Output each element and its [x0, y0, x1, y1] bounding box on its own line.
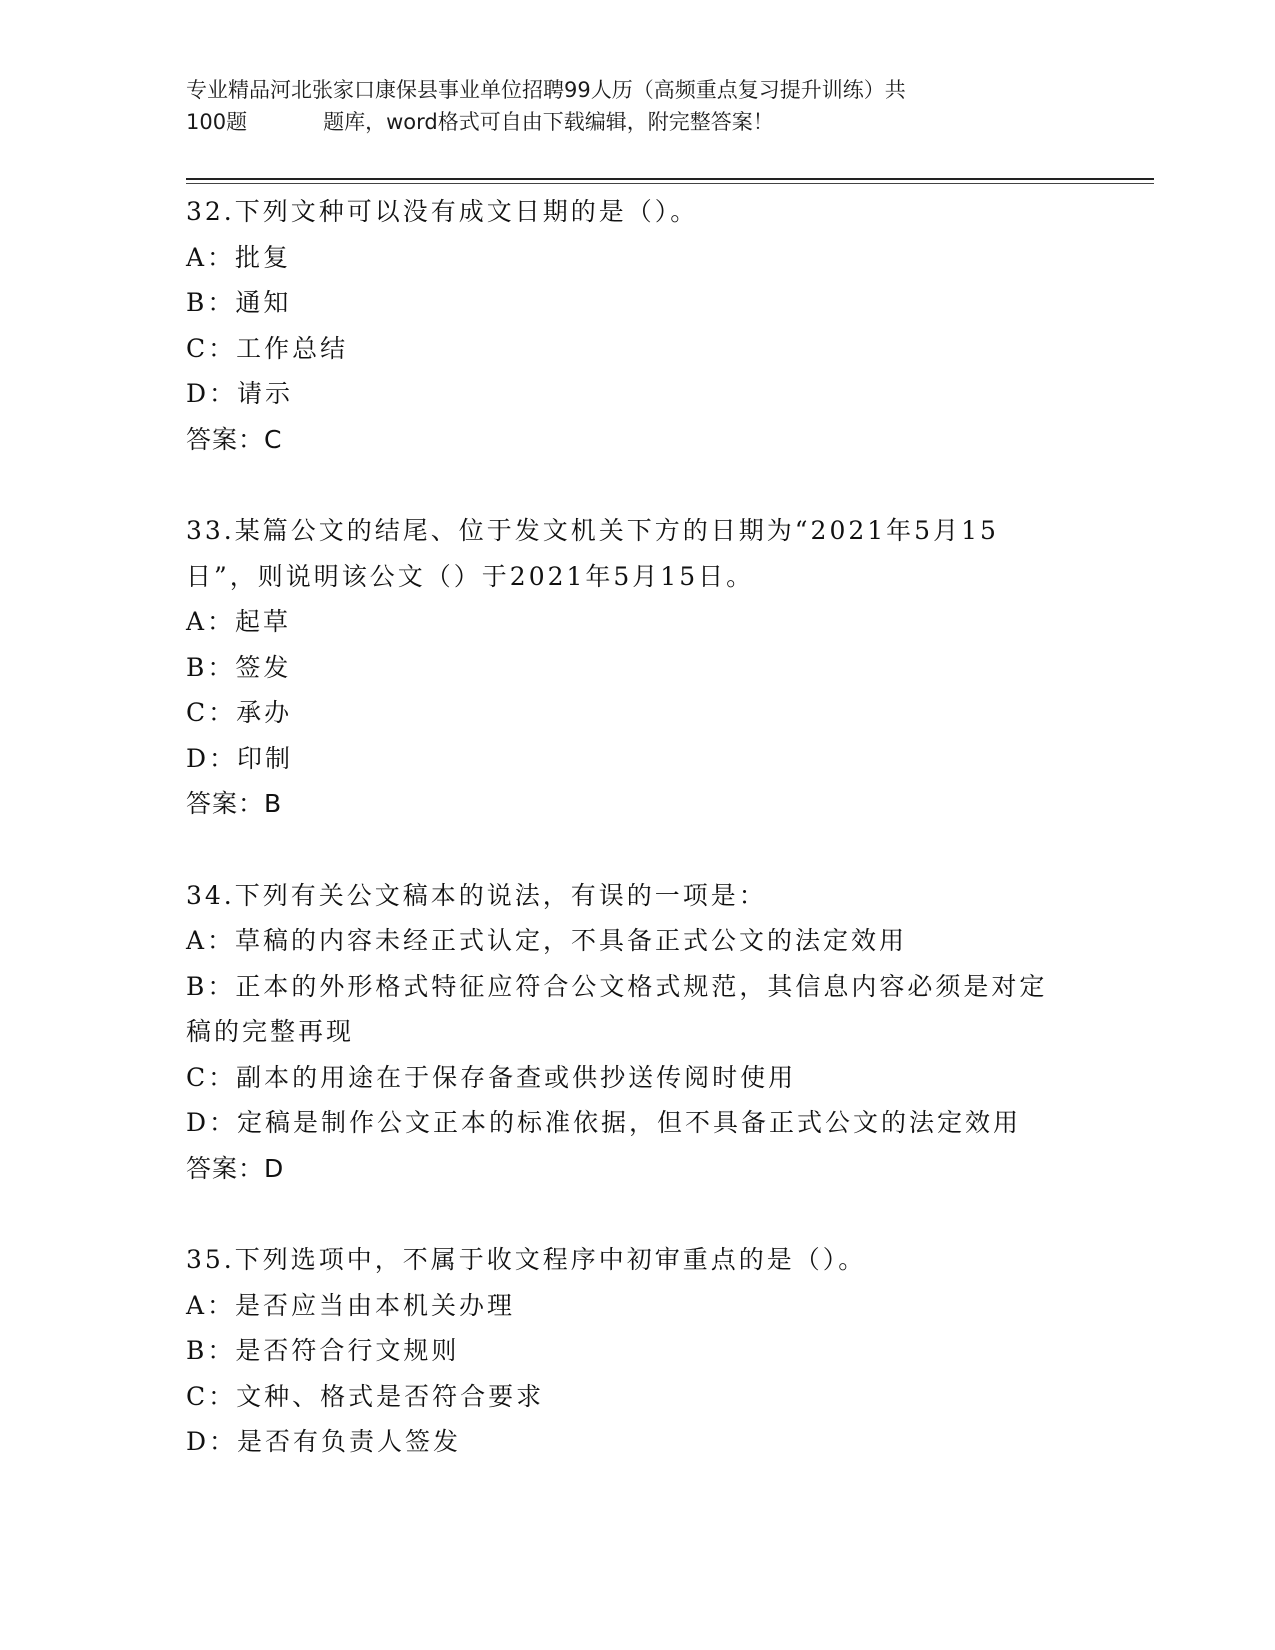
- option-b: B：签发: [186, 652, 292, 682]
- question-stem: 33.某篇公文的结尾、位于发文机关下方的日期为“2021年5月15日”，则说明该公文（）于2021年5月15日。: [186, 516, 999, 591]
- option-d: D：是否有负责人签发: [186, 1427, 462, 1456]
- answer-line: 答案：C: [186, 424, 283, 454]
- option-a: A：草稿的内容未经正式认定，不具备正式公文的法定效用: [186, 926, 908, 955]
- question-33: [186, 508, 1066, 827]
- header-rule-thin: [186, 183, 1154, 184]
- answer-line: 答案：D: [186, 1153, 285, 1183]
- header-description: 题库，word格式可自由下载编辑，附完整答案！: [323, 110, 774, 134]
- option-d: D：定稿是制作公文正本的标准依据，但不具备正式公文的法定效用: [186, 1108, 1022, 1137]
- question-stem: 32.下列文种可以没有成文日期的是（）。: [186, 197, 699, 226]
- header-title-line: 专业精品河北张家口康保县事业单位招聘99人历（高频重点复习提升训练）共: [186, 78, 906, 102]
- answer-line: 答案：B: [186, 789, 283, 818]
- question-35: [186, 1237, 1066, 1465]
- option-c: C：承办: [186, 698, 293, 727]
- header-count: 100题: [186, 110, 248, 134]
- question-list: [186, 189, 1066, 1465]
- option-d: D：请示: [186, 379, 294, 408]
- option-c: C：工作总结: [186, 333, 349, 363]
- option-c: C：副本的用途在于保存备查或供抄送传阅时使用: [186, 1062, 797, 1092]
- option-c: C：文种、格式是否符合要求: [186, 1381, 545, 1411]
- option-b: B：通知: [186, 288, 292, 317]
- question-stem: 35.下列选项中，不属于收文程序中初审重点的是（）。: [186, 1245, 867, 1274]
- option-b: B：正本的外形格式特征应符合公文格式规范，其信息内容必须是对定稿的完整再现: [186, 971, 1048, 1046]
- option-a: A：起草: [186, 607, 292, 636]
- document-header: [186, 74, 1086, 138]
- question-32: [186, 189, 1066, 462]
- option-d: D：印制: [186, 743, 294, 773]
- option-a: A：批复: [186, 242, 292, 272]
- header-subtitle-line: [186, 106, 1086, 138]
- option-a: A：是否应当由本机关办理: [186, 1290, 516, 1320]
- question-stem: 34.下列有关公文稿本的说法，有误的一项是：: [186, 880, 767, 910]
- header-rule-thick: [186, 178, 1154, 180]
- option-b: B：是否符合行文规则: [186, 1336, 460, 1365]
- question-34: [186, 873, 1066, 1192]
